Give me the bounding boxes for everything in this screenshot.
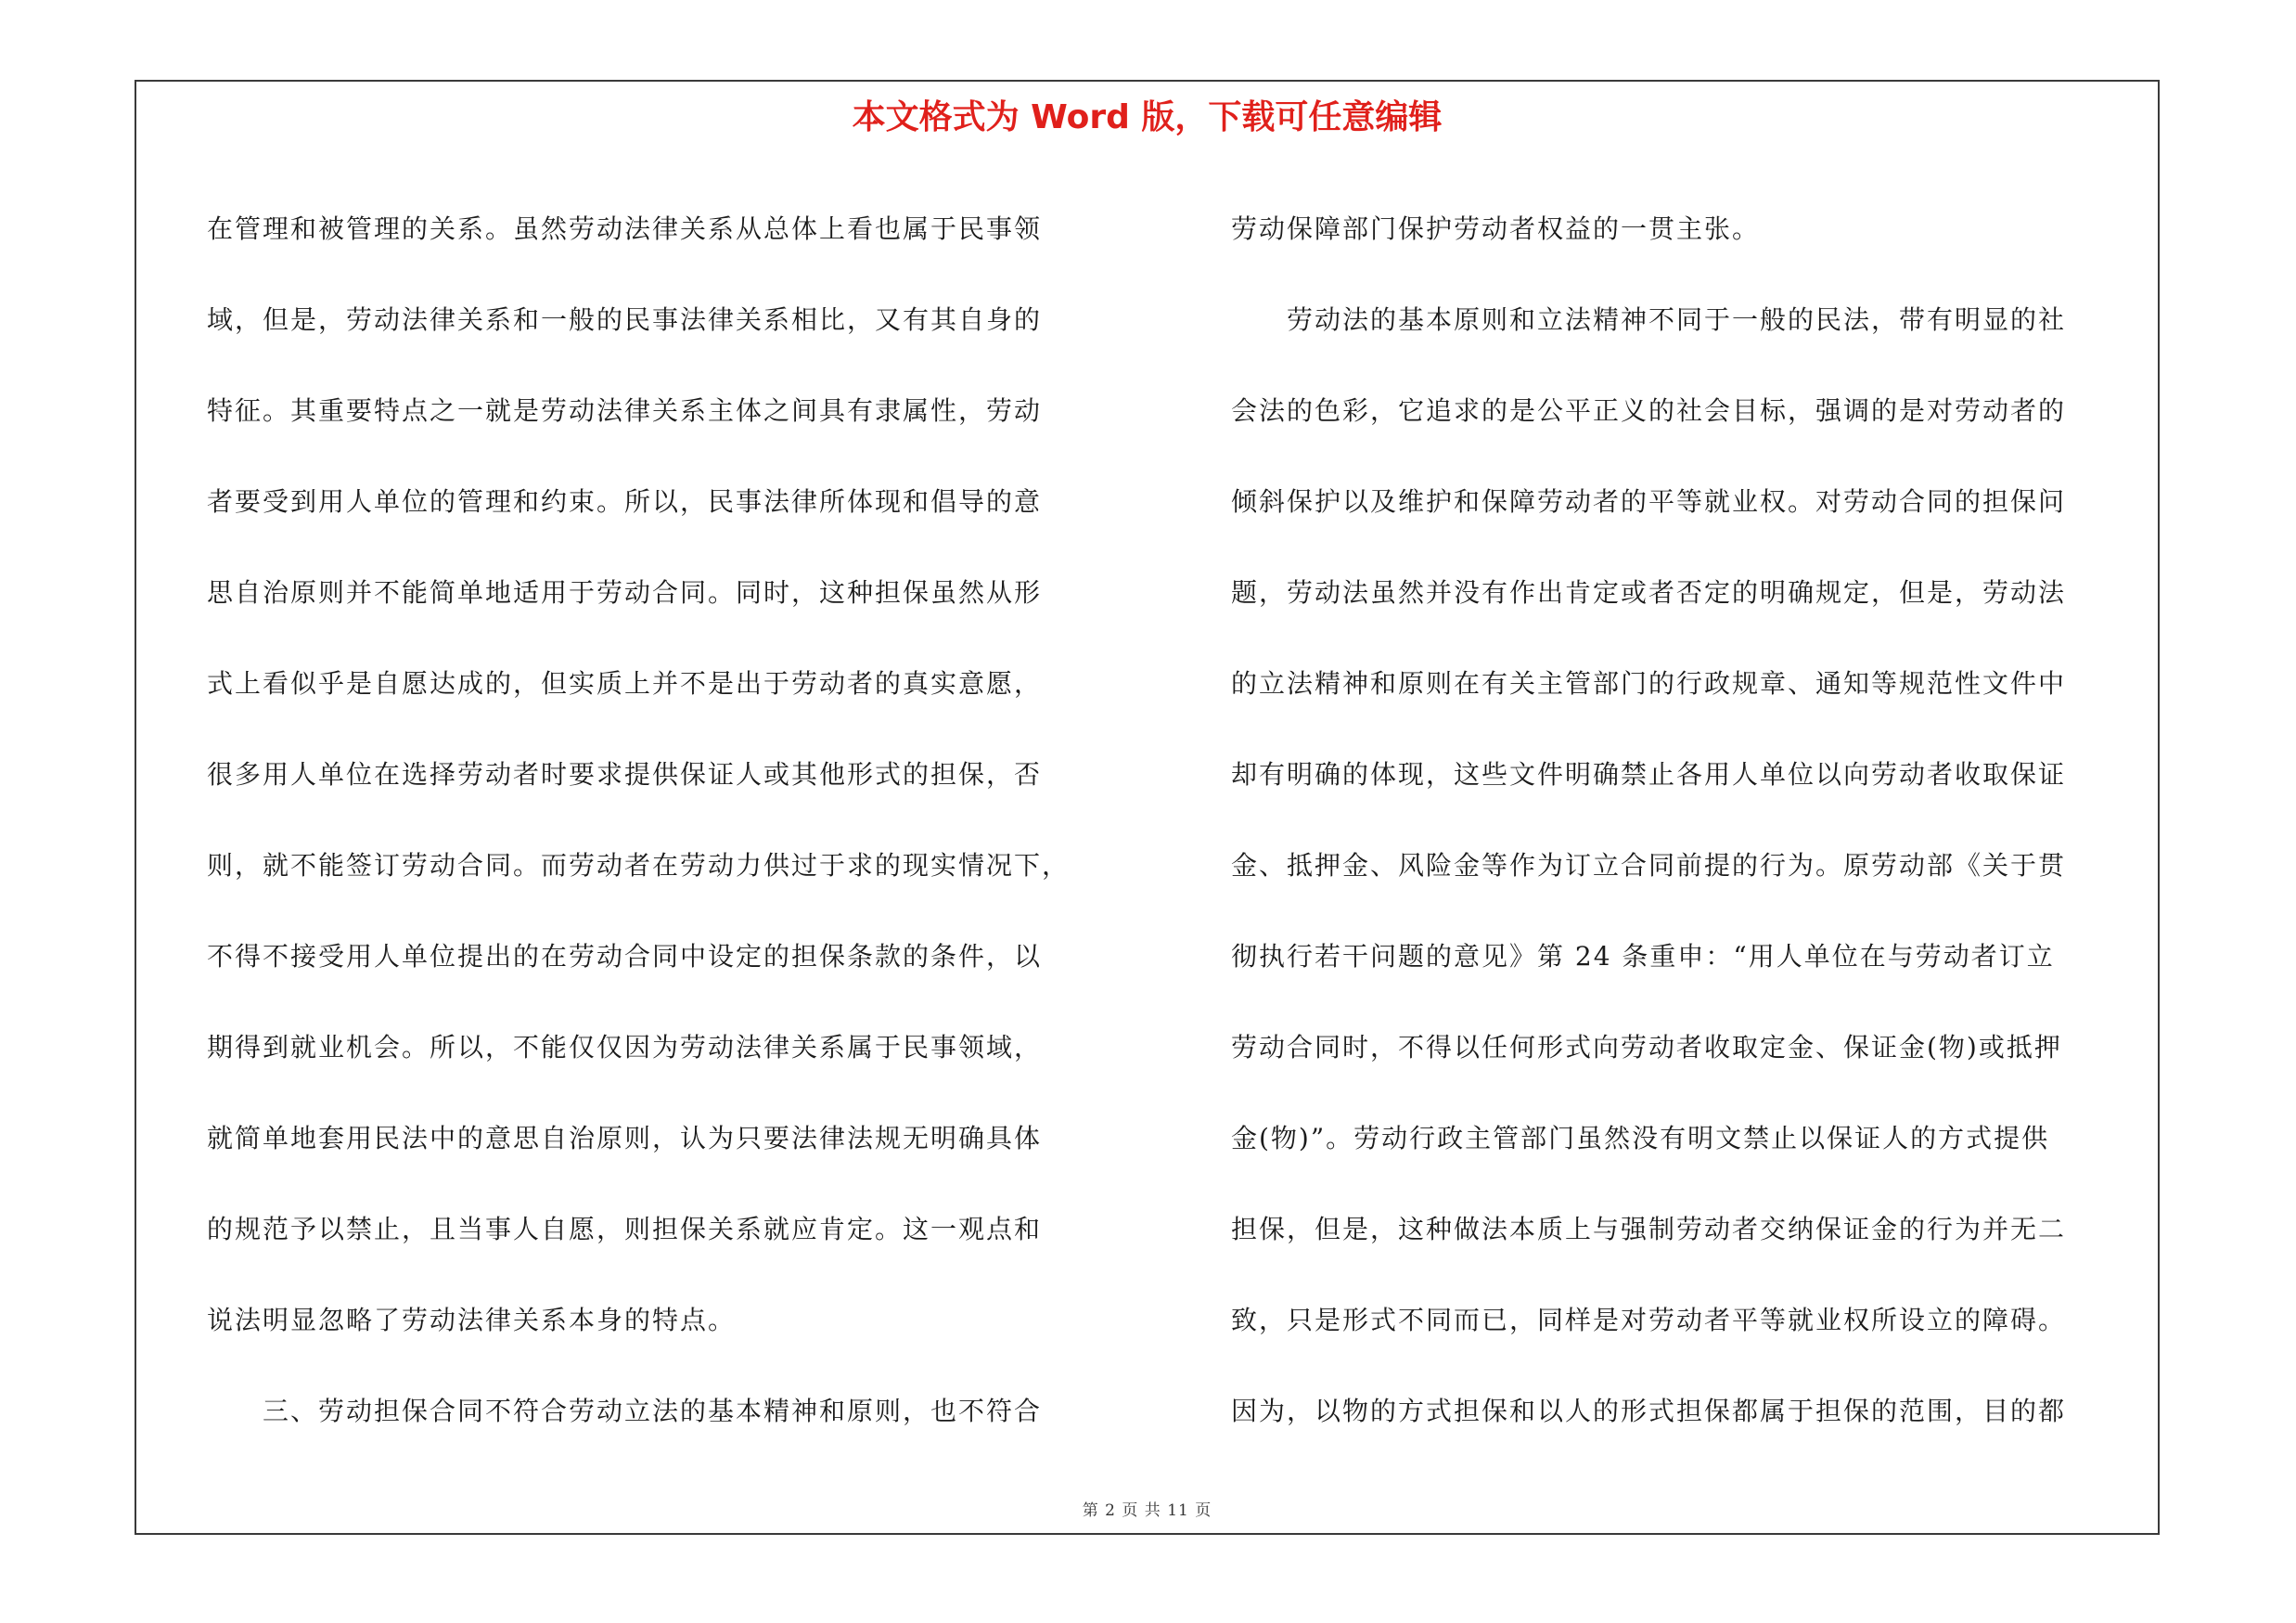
right-column bbox=[1231, 184, 2149, 1457]
left-line: 就简单地套用民法中的意思自治原则，认为只要法律法规无明确具体 bbox=[207, 1123, 1043, 1153]
left-line: 说法明显忽略了劳动法律关系本身的特点。 bbox=[207, 1305, 737, 1335]
left-line: 的规范予以禁止，且当事人自愿，则担保关系就应肯定。这一观点和 bbox=[207, 1214, 1043, 1244]
right-line: 题，劳动法虽然并没有作出肯定或者否定的明确规定，但是，劳动法 bbox=[1231, 577, 2067, 608]
page-frame bbox=[135, 80, 2160, 1535]
left-line: 在管理和被管理的关系。虽然劳动法律关系从总体上看也属于民事领 bbox=[207, 213, 1043, 244]
left-line: 域，但是，劳动法律关系和一般的民事法律关系相比，又有其自身的 bbox=[207, 304, 1043, 335]
right-line: 劳动保障部门保护劳动者权益的一贯主张。 bbox=[1231, 213, 1761, 244]
left-line: 期得到就业机会。所以，不能仅仅因为劳动法律关系属于民事领域， bbox=[207, 1032, 1043, 1063]
right-line: 却有明确的体现，这些文件明确禁止各用人单位以向劳动者收取保证 bbox=[1231, 759, 2067, 790]
right-line: 彻执行若干问题的意见》第 24 条重申：“用人单位在与劳动者订立 bbox=[1231, 941, 2055, 972]
right-line: 因为，以物的方式担保和以人的形式担保都属于担保的范围，目的都 bbox=[1231, 1396, 2067, 1426]
right-line: 金(物)”。劳动行政主管部门虽然没有明文禁止以保证人的方式提供 bbox=[1231, 1123, 2050, 1153]
right-line: 金、抵押金、风险金等作为订立合同前提的行为。原劳动部《关于贯 bbox=[1231, 850, 2067, 881]
left-line: 特征。其重要特点之一就是劳动法律关系主体之间具有隶属性，劳动 bbox=[207, 395, 1043, 426]
right-line: 劳动法的基本原则和立法精神不同于一般的民法，带有明显的社 bbox=[1231, 304, 2067, 335]
left-line: 很多用人单位在选择劳动者时要求提供保证人或其他形式的担保，否 bbox=[207, 759, 1043, 790]
left-line: 式上看似乎是自愿达成的，但实质上并不是出于劳动者的真实意愿， bbox=[207, 668, 1043, 699]
left-line: 三、劳动担保合同不符合劳动立法的基本精神和原则，也不符合 bbox=[207, 1396, 1043, 1426]
left-column bbox=[207, 184, 1125, 1457]
right-line: 致，只是形式不同而已，同样是对劳动者平等就业权所设立的障碍。 bbox=[1231, 1305, 2067, 1335]
left-line: 者要受到用人单位的管理和约束。所以，民事法律所体现和倡导的意 bbox=[207, 486, 1043, 517]
right-line: 的立法精神和原则在有关主管部门的行政规章、通知等规范性文件中 bbox=[1231, 668, 2067, 699]
right-line: 劳动合同时，不得以任何形式向劳动者收取定金、保证金(物)或抵押 bbox=[1231, 1032, 2062, 1063]
left-line: 思自治原则并不能简单地适用于劳动合同。同时，这种担保虽然从形 bbox=[207, 577, 1043, 608]
left-line: 则，就不能签订劳动合同。而劳动者在劳动力供过于求的现实情况下， bbox=[207, 850, 1071, 881]
right-line: 会法的色彩，它追求的是公平正义的社会目标，强调的是对劳动者的 bbox=[1231, 395, 2067, 426]
right-line: 担保，但是，这种做法本质上与强制劳动者交纳保证金的行为并无二 bbox=[1231, 1214, 2067, 1244]
word-format-banner: 本文格式为 Word 版，下载可任意编辑 bbox=[852, 98, 1443, 136]
right-line: 倾斜保护以及维护和保障劳动者的平等就业权。对劳动合同的担保问 bbox=[1231, 486, 2067, 517]
left-line: 不得不接受用人单位提出的在劳动合同中设定的担保条款的条件，以 bbox=[207, 941, 1043, 972]
page-number-footer: 第 2 页 共 11 页 bbox=[1082, 1501, 1212, 1520]
